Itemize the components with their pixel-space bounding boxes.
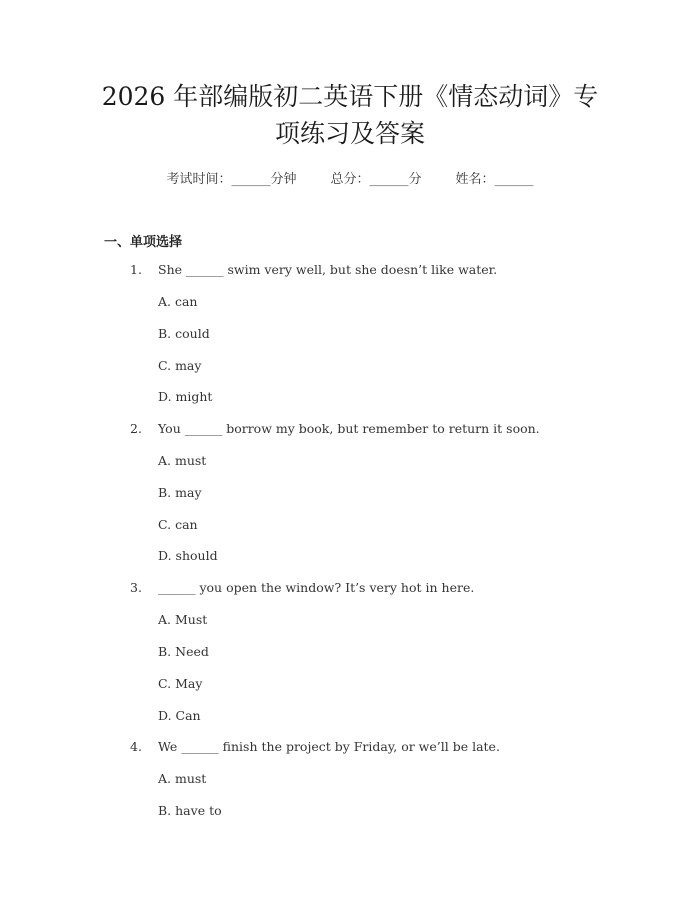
question-text: We ______ finish the project by Friday, or we’ll be late. <box>158 739 500 754</box>
option-label: A. can <box>158 294 198 309</box>
title-line-1: 2026 年部编版初二英语下册《情态动词》专 <box>101 82 599 111</box>
option-label: A. must <box>158 771 207 786</box>
question-text: ______ you open the window? It’s very hot in here. <box>158 580 475 595</box>
option-label: B. may <box>158 485 202 500</box>
section-heading: 一、单项选择 <box>104 235 183 250</box>
question-number: 2. <box>130 421 142 436</box>
question-text: She ______ swim very well, but she doesn’t like water. <box>158 262 498 277</box>
title-line-2: 项练习及答案 <box>274 119 425 148</box>
document-title <box>0 78 700 152</box>
option-label: D. should <box>158 548 218 563</box>
option-label: A. must <box>158 453 207 468</box>
student-name: 姓名：______ <box>455 172 534 187</box>
option-label: B. have to <box>158 803 222 818</box>
option-label: A. Must <box>158 612 208 627</box>
option-label: D. might <box>158 389 213 404</box>
total-score: 总分：______分 <box>330 172 422 187</box>
question-number: 1. <box>130 262 142 277</box>
option-label: B. Need <box>158 644 209 659</box>
option-label: D. Can <box>158 708 201 723</box>
exam-time: 考试时间：______分钟 <box>166 172 297 187</box>
option-label: B. could <box>158 326 210 341</box>
exam-meta <box>0 168 700 187</box>
option-label: C. can <box>158 517 198 532</box>
option-label: C. May <box>158 676 203 691</box>
question-number: 3. <box>130 580 142 595</box>
option-label: C. may <box>158 358 202 373</box>
question-text: You ______ borrow my book, but remember to return it soon. <box>158 421 540 436</box>
question-number: 4. <box>130 739 142 754</box>
